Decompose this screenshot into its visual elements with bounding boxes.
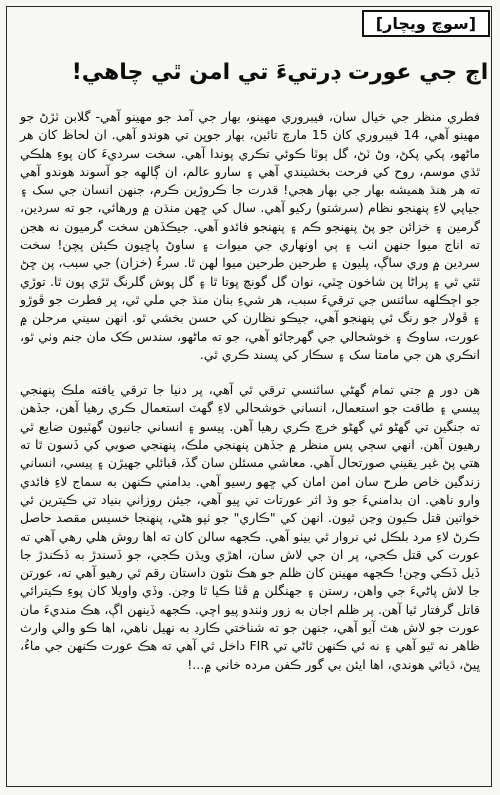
headline: اڄ جي عورت ڊرتيءَ تي امن ٿي چاهي! (71, 60, 489, 85)
paragraph-1: فطري منظر جي خيال سان، فيبروري مهينو، بهار جي آمد جو مهينو آهي- گلابن ٽڙڻ جو مهينو آهي، 14 فيبروري کان 15 مارچ تائين، بهار جوڀن تي هوندو آهي. ان لحاظ کان هر ماڻهو، پکي پکڻ، وڻ ٽڻ، گل ٻوٽا ڪوئي تڪري پوندا آهي. سخت سرديءَ کان پوءِ هلڪي ٿڌي موسم، روح کي فرحت بخشيندي آهي ۽ سارو عالم، ان ڳالهه جو آسوند هوندو آهي ته هر هنڌ هميشه بهار جي بهار هجي! قدرت جا ڪروڙين ڪرم، جنهن انسان جي سک ۽ جياپي لاءِ پنهنجو نظام (سرشتو) رکيو آهي. سال کي ڇهن منڌن ۾ ورهائي، جو ته سردين، گرمين ۽ خزائن جو پڻ پنهنجو ڪم ۽ پنهنجو فائدو آهي. جيڪڏهن سخت گرميون نه هجن ته اناج ميوا جنهن انب ۽ ٻي اونهاري جي ميوات ۽ ساوڻ پاڇيون ڪيئن پچن! سخت سردين ۾ وري ساڳ، پليون ۽ طرحين طرحين ميوا لهن ٿا. سرءُ (خزان) جي سبب، پن ڇڻ ٿئي ٿي ۽ پراڻا پن شاخون ڇٽي، نوان گل گونچ پوتا ٿا ۽ گل پوش گلرنگ ٿڙي پون ٿا. توڙي جو اڄڪلهه سائنس جي ترقيءَ سبب، هر شيءِ بنان منڌ جي ملي ٿي، پر فطرت جو ڦوڙو ۽ ڦولار جو رنگ ئي پنهنجو آهي، جيڪو نظارن کي حسن بخشي ٿو. انهن سيني مرحلن ۾ عورت، ساوڪ ۽ خوشحالي جي گهرجائو آهي، جو ته ماڻهو، سندس ڪک مان جنم وٺي ٿو، انڪري هن جي مامتا سک ۽ سڪار کي پسند ڪري ٿي. (20, 109, 480, 362)
paragraph-2: هن دور ۾ جتي تمام گهڻي سائنسي ترقي ٿي آهي، پر دنيا جا ترقي يافته ملڪ پنهنجي پيسي ۽ طاقت جو استعمال، انساني خوشحالي لاءِ گهٽ استعمال ڪري رهيا آهن، جڏهن ته جنگين تي گهڻو ئي گهڻو خرچ ڪري رهيا آهن. پيسو ۽ انساني جانيون گهٽيون ضايع ٿي رهيون آهن. انهي سڄي پس منظر ۾ جڏهن پنهنجي ملڪ، پنهنجي صوبي کي ڏسون ٿا ته هتي پڻ غير يقيني صورتحال آهي. معاشي مسئلن سان گڏ، قبائلي جهيڙن ۽ پيسي، انساني زندگين خاص طرح سان امن امان کي ڇهو رسيو آهي. بدامني ڪنهن به سماج لاءِ فائدي وارو ناهي. ان بدامنيءَ جو وڌ اثر عورتات تي پيو آهي، جيئن روزاني بنياد تي ڪيترين ئي خواتين قتل ڪيون وڃن ٿيون. انهن کي "ڪاري" جو ٺپو هڻي، پنهنجا خسيس مقصد حاصل ڪرڻ لاءِ مرد بلڪل ئي نروار ٿي بيٺو آهي. ڪجهه سالن کان ته اها روش هلي رهي آهي ته عورت کي قتل ڪجي، پر ان جي لاش سان، اهڙي ويڌن ڪجي، جو ڏسندڙ به ڏڪندڙ جا ڏيل ڏڪي وڃن! ڪجهه مهينن کان ظلم جو هڪ نئون داستان رقم ٿي رهيو آهي ته، عورتن جا لاش پاڻيءَ جي واهن، رستن ۽ جهنگلن ۾ ڦٽا ڪيا ٿا وڃن. وڏي واويلا کان پوءِ ڪيترائي قاتل گرفتار ٿيا آهن. پر ظلم اجان به زور وٺندو پيو اچي. ڪجهه ڏينهن اڳ، هڪ منديءَ مان عورت جو لاش هٿ آيو آهي، جنهن جو ته شناختي ڪارڊ به نهيل ناهي، اها ڪو والي وارث ظاهر نه ٿيو آهي ۽ نه ئي ڪنهن ٿاڻي تي FIR داخل ٿي آهي ته هڪ عورت ڪنهن جي ماءُ، ڀيڻ، ڌيائي هوندي، اها ايئن بي گور ڪفن مرده خاني ۾...! (19, 382, 480, 672)
column-tag: [سوچ ويچار] (362, 10, 490, 37)
article-body (20, 108, 480, 691)
